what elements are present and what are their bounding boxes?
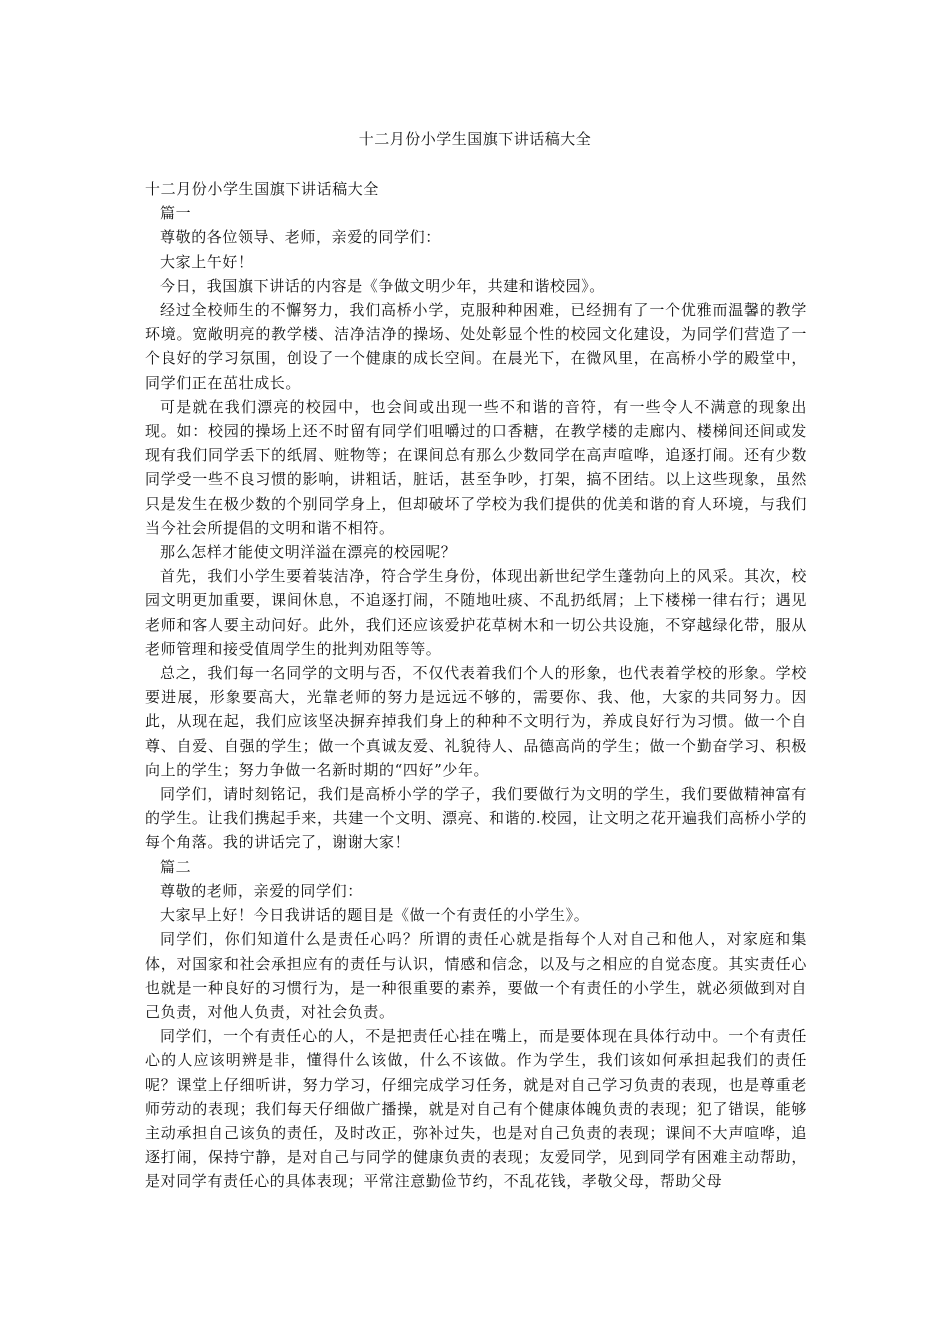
- section-label-2: 篇二: [160, 857, 192, 876]
- salutation: 尊敬的老师，亲爱的同学们：: [160, 881, 363, 900]
- section-label-1: 篇一: [160, 204, 192, 223]
- salutation: 尊敬的各位领导、老师，亲爱的同学们：: [160, 228, 441, 247]
- paragraph: 总之，我们每一名同学的文明与否，不仅代表着我们个人的形象，也代表着学校的形象。学校要进展，形象要高大，光靠老师的努力是远远不够的，需要你、我、他，大家的共同努力。因此，从现在起，我们应该坚决摒弃掉我们身上的种种不文明行为，养成良好行为习惯。做一个自尊、自爱、自强的学生；做一个真诚友爱、礼貌待人、品德高尚的学生；做一个勤奋学习、积极向上的学生；努力争做一名新时期的“四好”少年。: [145, 664, 807, 779]
- document-body: [145, 177, 807, 1194]
- paragraph: 今日，我国旗下讲话的内容是《争做文明少年，共建和谐校园》。: [160, 276, 605, 295]
- greeting: 大家早上好！今日我讲话的题目是《做一个有责任的小学生》。: [160, 906, 590, 925]
- paragraph: 同学们，一个有责任心的人，不是把责任心挂在嘴上，而是要体现在具体行动中。一个有责任心的人应该明辨是非，懂得什么该做，什么不该做。作为学生，我们该如何承担起我们的责任呢？课堂上仔细听讲，努力学习，仔细完成学习任务，就是对自己学习负责的表现，也是尊重老师劳动的表现；我们每天仔细做广播操，就是对自己有个健康体魄负责的表现；犯了错误，能够主动承担自己该负的责任，及时改正，弥补过失，也是对自己负责的表现；课间不大声喧哗，追逐打闹，保持宁静，是对自己与同学的健康负责的表现；友爱同学，见到同学有困难主动帮助，是对同学有责任心的具体表现；平常注意勤俭节约，不乱花钱，孝敬父母，帮助父母: [145, 1027, 807, 1191]
- paragraph: 首先，我们小学生要着装洁净，符合学生身份，体现出新世纪学生蓬勃向上的风采。其次，校园文明更加重要，课间休息，不追逐打闹，不随地吐痰、不乱扔纸屑；上下楼梯一律右行；遇见老师和客人要主动问好。此外，我们还应该爱护花草树木和一切公共设施，不穿越绿化带，服从老师管理和接受值周学生的批判劝阻等等。: [145, 567, 807, 658]
- paragraph: 同学们，请时刻铭记，我们是高桥小学的学子，我们要做行为文明的学生，我们要做精神富有的学生。让我们携起手来，共建一个文明、漂亮、和谐的.校园，让文明之花开遍我们高桥小学的每个角落。我的讲话完了，谢谢大家！: [145, 785, 807, 852]
- paragraph: 可是就在我们漂亮的校园中，也会间或出现一些不和谐的音符，有一些令人不满意的现象出现。如：校园的操场上还不时留有同学们咀嚼过的口香糖，在教学楼的走廊内、楼梯间还间或发现有我们同学丢下的纸屑、赃物等；在课间总有那么少数同学在高声喧哗，追逐打闹。还有少数同学受一些不良习惯的影响，讲粗话，脏话，甚至争吵，打架，搞不团结。以上这些现象，虽然只是发生在极少数的个别同学身上，但却破坏了学校为我们提供的优美和谐的育人环境，与我们当今社会所提倡的文明和谐不相符。: [145, 397, 807, 537]
- document-title: 十二月份小学生国旗下讲话稿大全: [358, 130, 592, 148]
- greeting: 大家上午好！: [160, 252, 254, 271]
- body-heading: 十二月份小学生国旗下讲话稿大全: [145, 180, 380, 198]
- paragraph: 同学们，你们知道什么是责任心吗？所谓的责任心就是指每个人对自己和他人，对家庭和集体，对国家和社会承担应有的责任与认识，情感和信念，以及与之相应的自觉态度。其实责任心也就是一种良好的习惯行为，是一种很重要的素养，要做一个有责任的小学生，就必须做到对自己负责，对他人负责，对社会负责。: [145, 930, 807, 1021]
- paragraph: 那么怎样才能使文明洋溢在漂亮的校园呢？: [160, 543, 457, 562]
- paragraph: 经过全校师生的不懈努力，我们高桥小学，克服种种困难，已经拥有了一个优雅而温馨的教学环境。宽敞明亮的教学楼、洁净洁净的操场、处处彰显个性的校园文化建设，为同学们营造了一个良好的学习氛围，创设了一个健康的成长空间。在晨光下，在微风里，在高桥小学的殿堂中，同学们正在茁壮成长。: [145, 301, 807, 392]
